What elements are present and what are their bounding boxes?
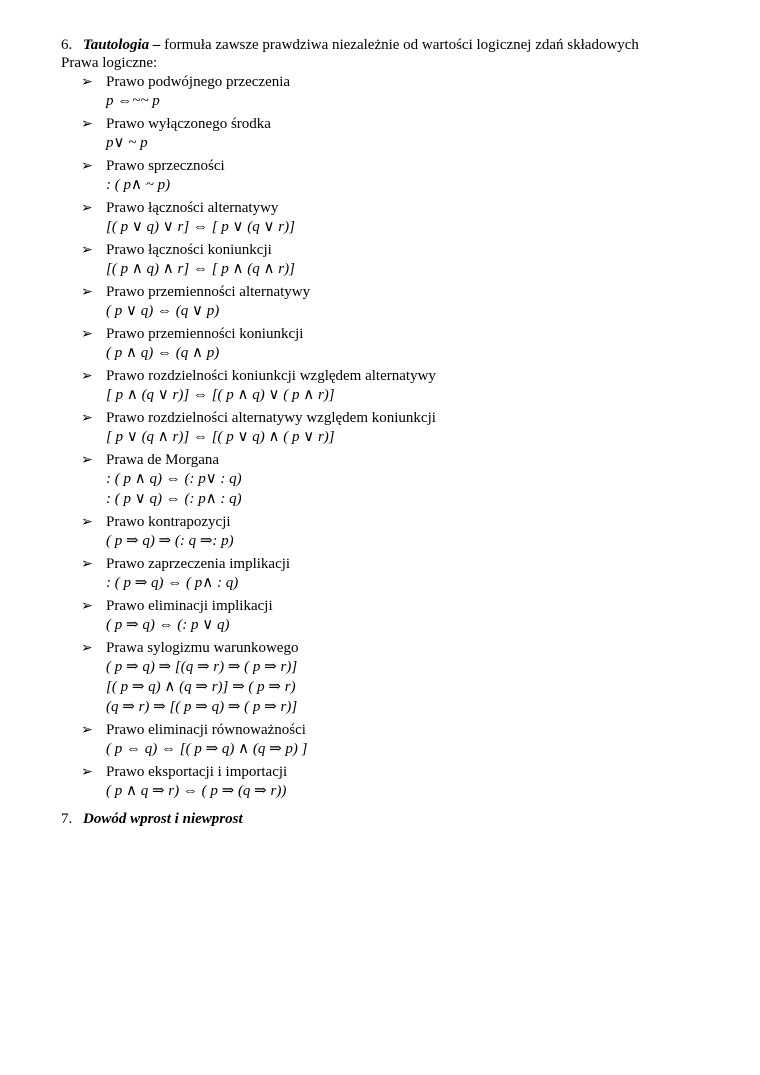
law-item [81,115,436,153]
law-formula: ( p ∧ q ⇒ r) ⇔ ( p ⇒ (q ⇒ r)) [106,783,287,799]
law-item [81,241,436,279]
law-formula: ( p ⇒ q) ⇔ (: p ∨ q) [106,617,230,633]
arrowhead-bullet-icon: ➢ [81,452,93,468]
law-name: Prawo eksportacji i importacji [106,764,288,780]
law-formula: : ( p ∧ q) ⇔ (: p∨ : q) [106,471,242,487]
law-formula: ( p ⇒ q) ⇒ (: q ⇒: p) [106,533,234,549]
law-item [81,73,436,111]
law-item [81,367,436,405]
law-item [81,157,436,195]
law-name: Prawo przemienności alternatywy [106,284,311,300]
law-item [81,597,436,635]
law-formula: ( p ⇒ q) ⇒ [(q ⇒ r) ⇒ ( p ⇒ r)] [106,659,298,675]
law-name: Prawo przemienności koniunkcji [106,326,304,342]
law-name: Prawo rozdzielności alternatywy względem koniunkcji [106,410,436,426]
law-formula: p ⇔~~ p [106,93,160,109]
arrowhead-bullet-icon: ➢ [81,722,93,738]
law-name: Prawo wyłączonego środka [106,116,271,132]
law-item [81,409,436,447]
law-name: Prawa sylogizmu warunkowego [106,640,299,656]
law-formula: : ( p ∨ q) ⇔ (: p∧ : q) [106,491,242,507]
section-number: 6. [61,37,73,53]
section-term: Tautologia – [83,37,161,53]
law-item [81,325,436,363]
section-7-heading [61,810,243,828]
law-name: Prawo kontrapozycji [106,514,231,530]
law-name: Prawo łączności alternatywy [106,200,279,216]
arrowhead-bullet-icon: ➢ [81,326,93,342]
section-definition: formuła zawsze prawdziwa niezależnie od wartości logicznej zdań składowych [164,37,639,53]
arrowhead-bullet-icon: ➢ [81,514,93,530]
arrowhead-bullet-icon: ➢ [81,74,93,90]
law-formula: [( p ∨ q) ∨ r] ⇔ [ p ∨ (q ∨ r)] [106,219,295,235]
law-formula: [ p ∧ (q ∨ r)] ⇔ [( p ∧ q) ∨ ( p ∧ r)] [106,387,335,403]
law-item [81,721,436,759]
arrowhead-bullet-icon: ➢ [81,242,93,258]
section-title: Dowód wprost i niewprost [83,811,243,827]
law-formula: [( p ∧ q) ∧ r] ⇔ [ p ∧ (q ∧ r)] [106,261,295,277]
law-item [81,555,436,593]
arrowhead-bullet-icon: ➢ [81,410,93,426]
law-name: Prawa de Morgana [106,452,220,468]
law-formula: ( p ⇔ q) ⇔ [( p ⇒ q) ∧ (q ⇒ p) ] [106,741,308,757]
law-formula: ( p ∨ q) ⇔ (q ∨ p) [106,303,220,319]
section-number: 7. [61,811,73,827]
laws-intro: Prawa logiczne: [61,55,158,71]
law-item [81,763,436,801]
arrowhead-bullet-icon: ➢ [81,158,93,174]
law-item [81,639,436,717]
arrowhead-bullet-icon: ➢ [81,598,93,614]
law-item [81,283,436,321]
law-name: Prawo sprzeczności [106,158,225,174]
arrowhead-bullet-icon: ➢ [81,116,93,132]
law-formula: : ( p∧ ~ p) [106,177,171,193]
law-item [81,199,436,237]
law-formula: [ p ∨ (q ∧ r)] ⇔ [( p ∨ q) ∧ ( p ∨ r)] [106,429,335,445]
law-name: Prawo rozdzielności koniunkcji względem alternatywy [106,368,436,384]
law-name: Prawo podwójnego przeczenia [106,74,291,90]
arrowhead-bullet-icon: ➢ [81,200,93,216]
law-formula: (q ⇒ r) ⇒ [( p ⇒ q) ⇒ ( p ⇒ r)] [106,699,298,715]
arrowhead-bullet-icon: ➢ [81,556,93,572]
law-formula: p∨ ~ p [106,135,148,151]
law-name: Prawo eliminacji równoważności [106,722,306,738]
law-formula: : ( p ⇒ q) ⇔ ( p∧ : q) [106,575,239,591]
section-6-heading [61,36,639,54]
law-formula: [( p ⇒ q) ∧ (q ⇒ r)] ⇒ ( p ⇒ r) [106,679,296,695]
arrowhead-bullet-icon: ➢ [81,284,93,300]
law-name: Prawo łączności koniunkcji [106,242,272,258]
law-name: Prawo eliminacji implikacji [106,598,273,614]
law-formula: ( p ∧ q) ⇔ (q ∧ p) [106,345,220,361]
arrowhead-bullet-icon: ➢ [81,368,93,384]
law-item [81,513,436,551]
law-item [81,451,436,509]
laws-list [81,73,436,805]
law-name: Prawo zaprzeczenia implikacji [106,556,291,572]
arrowhead-bullet-icon: ➢ [81,640,93,656]
arrowhead-bullet-icon: ➢ [81,764,93,780]
